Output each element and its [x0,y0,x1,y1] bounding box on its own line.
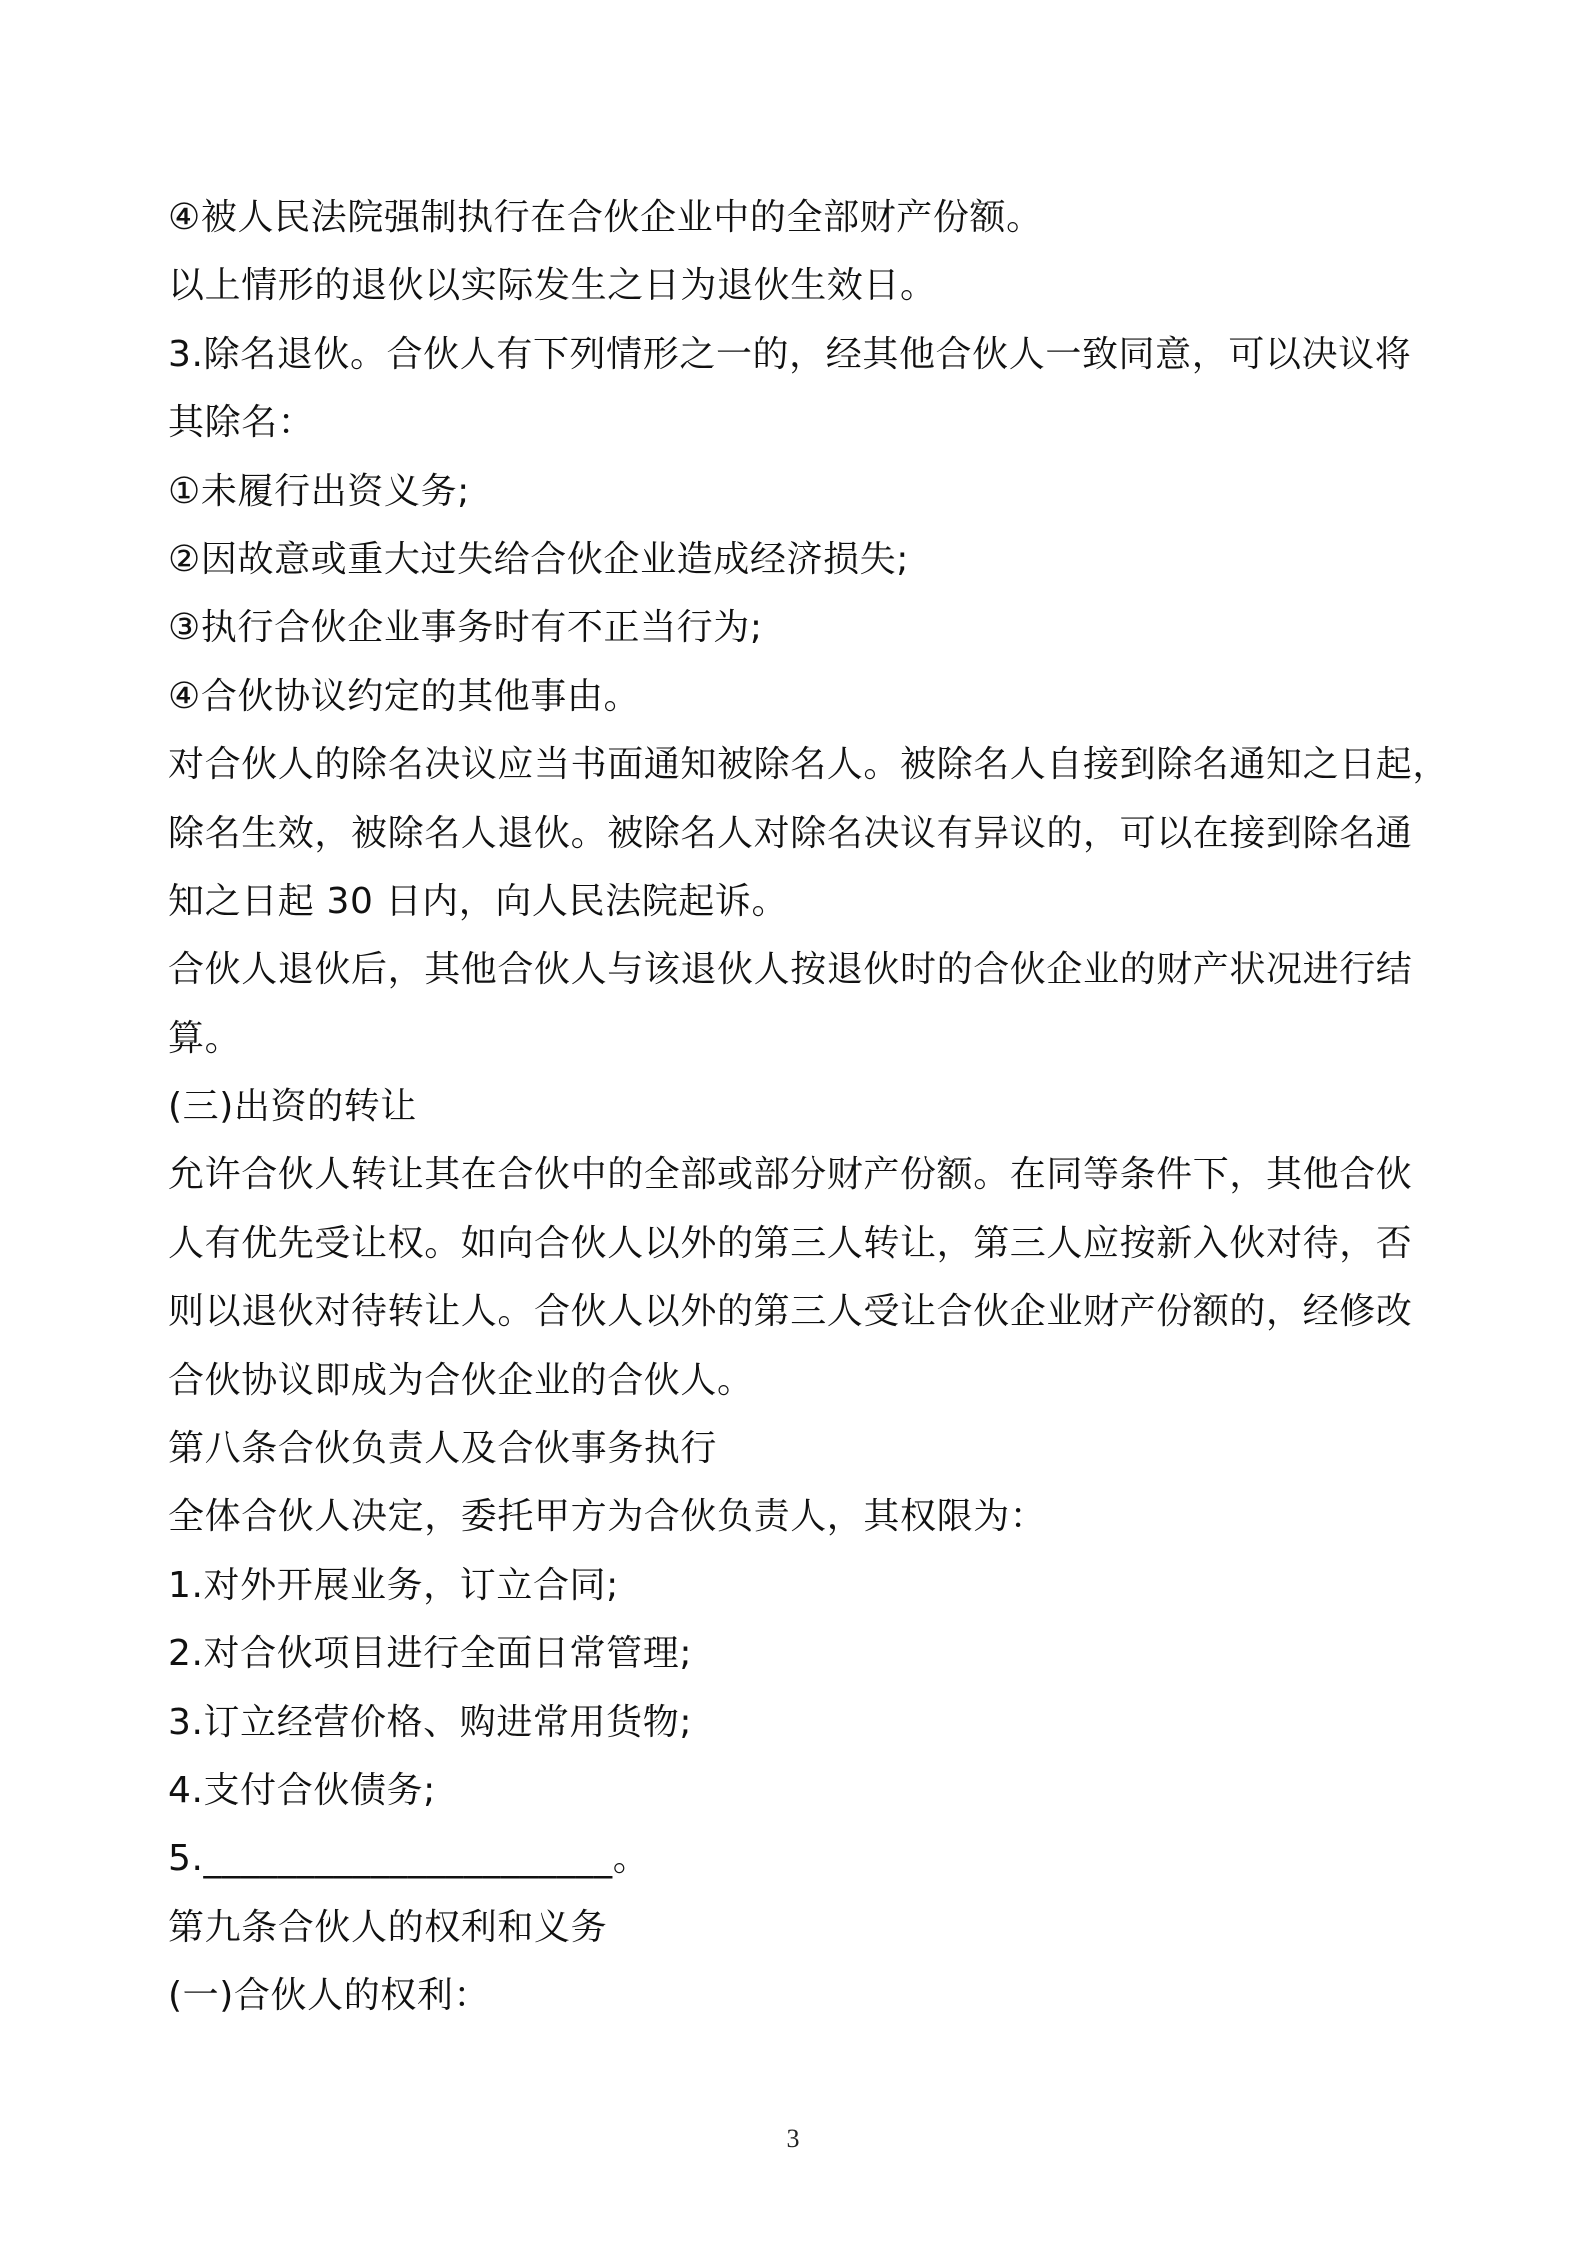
text-line: ①未履行出资义务; [168,470,470,512]
text-line: ④被人民法院强制执行在合伙企业中的全部财产份额。 [168,197,1043,238]
section-heading: (三)出资的转让 [168,1086,417,1128]
text-line: 其除名： [168,402,315,444]
text-line: 对合伙人的除名决议应当书面通知被除名人。被除名人自接到除名通知之日起， [168,744,1450,786]
list-item-blank: 5.______________________。 [168,1838,650,1880]
text-line: ③执行合伙企业事务时有不正当行为; [168,607,763,649]
text-line: ②因故意或重大过失给合伙企业造成经济损失; [168,538,910,580]
page-number: 3 [786,2124,800,2153]
text-line: ④合伙协议约定的其他事由。 [168,675,641,717]
article-heading: 第八条合伙负责人及合伙事务执行 [168,1428,718,1470]
list-item: 4.支付合伙债务; [168,1769,436,1811]
text-line: 则以退伙对待转让人。合伙人以外的第三人受让合伙企业财产份额的，经修改 [168,1291,1413,1333]
text-line: 全体合伙人决定，委托甲方为合伙负责人，其权限为： [168,1496,1047,1538]
list-item: 2.对合伙项目进行全面日常管理; [168,1633,693,1675]
section-heading: (一)合伙人的权利： [168,1975,491,2017]
text-line: 合伙人退伙后，其他合伙人与该退伙人按退伙时的合伙企业的财产状况进行结 [168,949,1413,991]
text-line: 人有优先受让权。如向合伙人以外的第三人转让，第三人应按新入伙对待，否 [168,1222,1413,1264]
text-line: 知之日起 30 日内，向人民法院起诉。 [168,880,789,922]
text-line: 除名生效，被除名人退伙。被除名人对除名决议有异议的，可以在接到除名通 [168,812,1413,854]
text-line: 算。 [168,1017,242,1059]
article-heading: 第九条合伙人的权利和义务 [168,1906,608,1948]
list-item: 3.订立经营价格、购进常用货物; [168,1701,693,1743]
text-line: 允许合伙人转让其在合伙中的全部或部分财产份额。在同等条件下，其他合伙 [168,1154,1413,1196]
list-item: 1.对外开展业务，订立合同; [168,1564,619,1606]
text-line: 合伙协议即成为合伙企业的合伙人。 [168,1359,754,1401]
document-body [168,184,1450,2031]
text-line: 3.除名退伙。合伙人有下列情形之一的，经其他合伙人一致同意，可以决议将 [168,333,1412,375]
text-line: 以上情形的退伙以实际发生之日为退伙生效日。 [168,265,937,307]
